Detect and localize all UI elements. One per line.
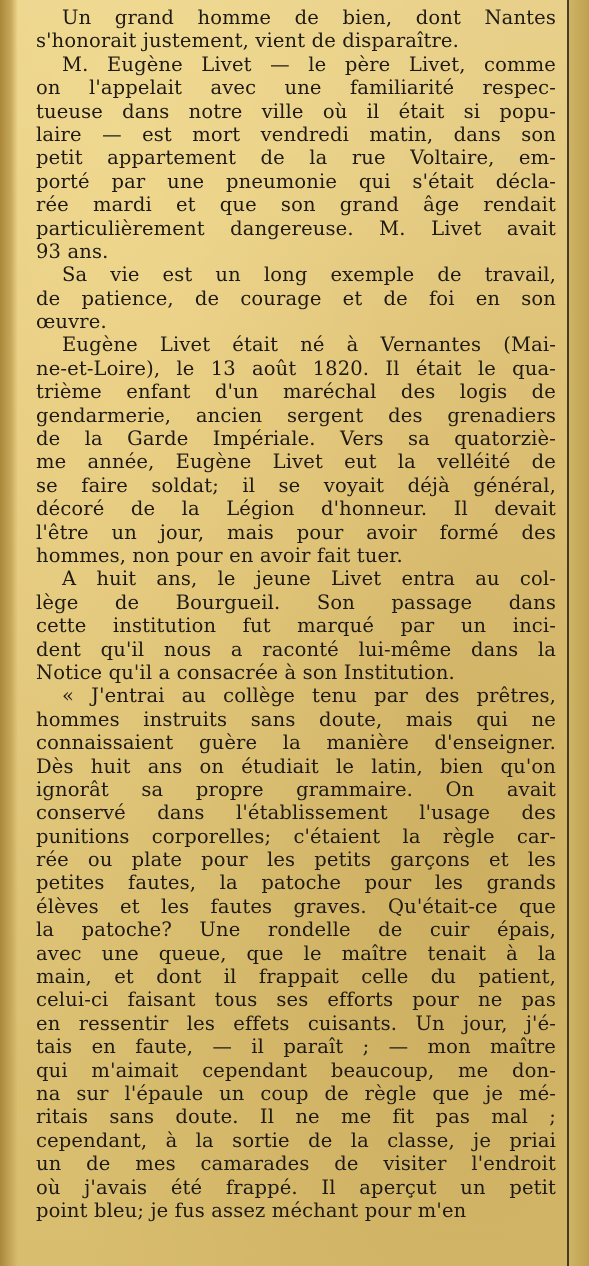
text-line: M. Eugène Livet — le père Livet, comme — [62, 52, 556, 76]
paper-right-edge — [569, 0, 589, 1266]
text-line: lège de Bourgueil. Son passage dans — [36, 590, 556, 614]
text-line: trième enfant d'un maréchal des logis de — [36, 380, 556, 404]
text-line: punitions corporelles; c'étaient la règle car- — [36, 824, 556, 848]
text-line: particulièrement dangereuse. M. Livet avait — [36, 216, 556, 240]
text-line: l'être un jour, mais pour avoir formé des — [36, 520, 556, 544]
text-line: en ressentir les effets cuisants. Un jour, j'é- — [36, 1011, 556, 1035]
paper-left-edge — [0, 0, 18, 1266]
text-line: connaissaient guère la manière d'enseigner. — [36, 731, 556, 755]
text-line: un de mes camarades de visiter l'endroit — [36, 1152, 556, 1176]
article-paragraph — [36, 53, 556, 264]
text-line: main, et dont il frappait celle du patient, — [36, 965, 556, 989]
text-line: me année, Eugène Livet eut la velléité de — [36, 450, 556, 474]
article-paragraph — [36, 684, 556, 1222]
text-line: cette institution fut marqué par un inci- — [36, 614, 556, 638]
text-line: où j'avais été frappé. Il aperçut un petit — [36, 1175, 556, 1199]
text-line: Notice qu'il a consacrée à son Institution. — [36, 660, 455, 684]
text-line: A huit ans, le jeune Livet entra au col- — [62, 567, 556, 591]
text-line: hommes instruits sans doute, mais qui ne — [36, 707, 556, 731]
text-line: Eugène Livet était né à Vernantes (Mai- — [62, 333, 556, 357]
text-line: élèves et les fautes graves. Qu'était-ce que — [36, 894, 556, 918]
text-line: petites fautes, la patoche pour les grands — [36, 871, 556, 895]
text-line: Dès huit ans on étudiait le latin, bien qu'on — [36, 754, 556, 778]
article-paragraph — [36, 567, 556, 684]
text-line: de la Garde Impériale. Vers sa quatorziè- — [36, 427, 556, 451]
text-line: tais en faute, — il paraît ; — mon maître — [36, 1035, 556, 1059]
text-line: avec une queue, que le maître tenait à la — [36, 941, 556, 965]
text-line: œuvre. — [36, 310, 107, 334]
text-line: se faire soldat; il se voyait déjà général, — [36, 473, 556, 497]
article-text-column — [36, 6, 556, 1222]
text-line: hommes, non pour en avoir fait tuer. — [36, 543, 403, 567]
text-line: petit appartement de la rue Voltaire, em- — [36, 146, 556, 170]
text-line: laire — est mort vendredi matin, dans son — [36, 122, 556, 146]
text-line: gendarmerie, ancien sergent des grenadiers — [36, 403, 556, 427]
text-line: « J'entrai au collège tenu par des prêtres, — [62, 684, 556, 708]
text-line: na sur l'épaule un coup de règle que je mé- — [36, 1081, 556, 1105]
article-paragraph — [36, 333, 556, 567]
text-line: ne-et-Loire), le 13 août 1820. Il était le qua- — [36, 356, 556, 380]
text-line: ignorât sa propre grammaire. On avait — [36, 777, 556, 801]
text-line: cependant, à la sortie de la classe, je priai — [36, 1128, 556, 1152]
text-line: 93 ans. — [36, 239, 109, 263]
text-line: porté par une pneumonie qui s'était décla- — [36, 169, 556, 193]
text-line: Sa vie est un long exemple de travail, — [62, 263, 556, 287]
text-line: qui m'aimait cependant beaucoup, me don- — [36, 1058, 556, 1082]
article-paragraph — [36, 263, 556, 333]
text-line: décoré de la Légion d'honneur. Il devait — [36, 497, 556, 521]
text-line: conservé dans l'établissement l'usage des — [36, 801, 556, 825]
text-line: de patience, de courage et de foi en son — [36, 286, 556, 310]
text-line: on l'appelait avec une familiarité respec- — [36, 76, 556, 100]
text-line: tueuse dans notre ville où il était si popu- — [36, 99, 556, 123]
text-line: Un grand homme de bien, dont Nantes — [62, 6, 556, 29]
text-line: la patoche? Une rondelle de cuir épais, — [36, 918, 556, 942]
text-line: ritais sans doute. Il ne me fit pas mal ; — [36, 1105, 556, 1129]
text-line: rée ou plate pour les petits garçons et les — [36, 848, 556, 872]
text-line: rée mardi et que son grand âge rendait — [36, 193, 556, 217]
text-line: s'honorait justement, vient de disparaître. — [36, 29, 459, 53]
article-paragraph — [36, 6, 556, 53]
text-line: dent qu'il nous a raconté lui-même dans la — [36, 637, 556, 661]
text-line: point bleu; je fus assez méchant pour m'en — [36, 1198, 467, 1222]
text-line: celui-ci faisant tous ses efforts pour ne pas — [36, 988, 556, 1012]
